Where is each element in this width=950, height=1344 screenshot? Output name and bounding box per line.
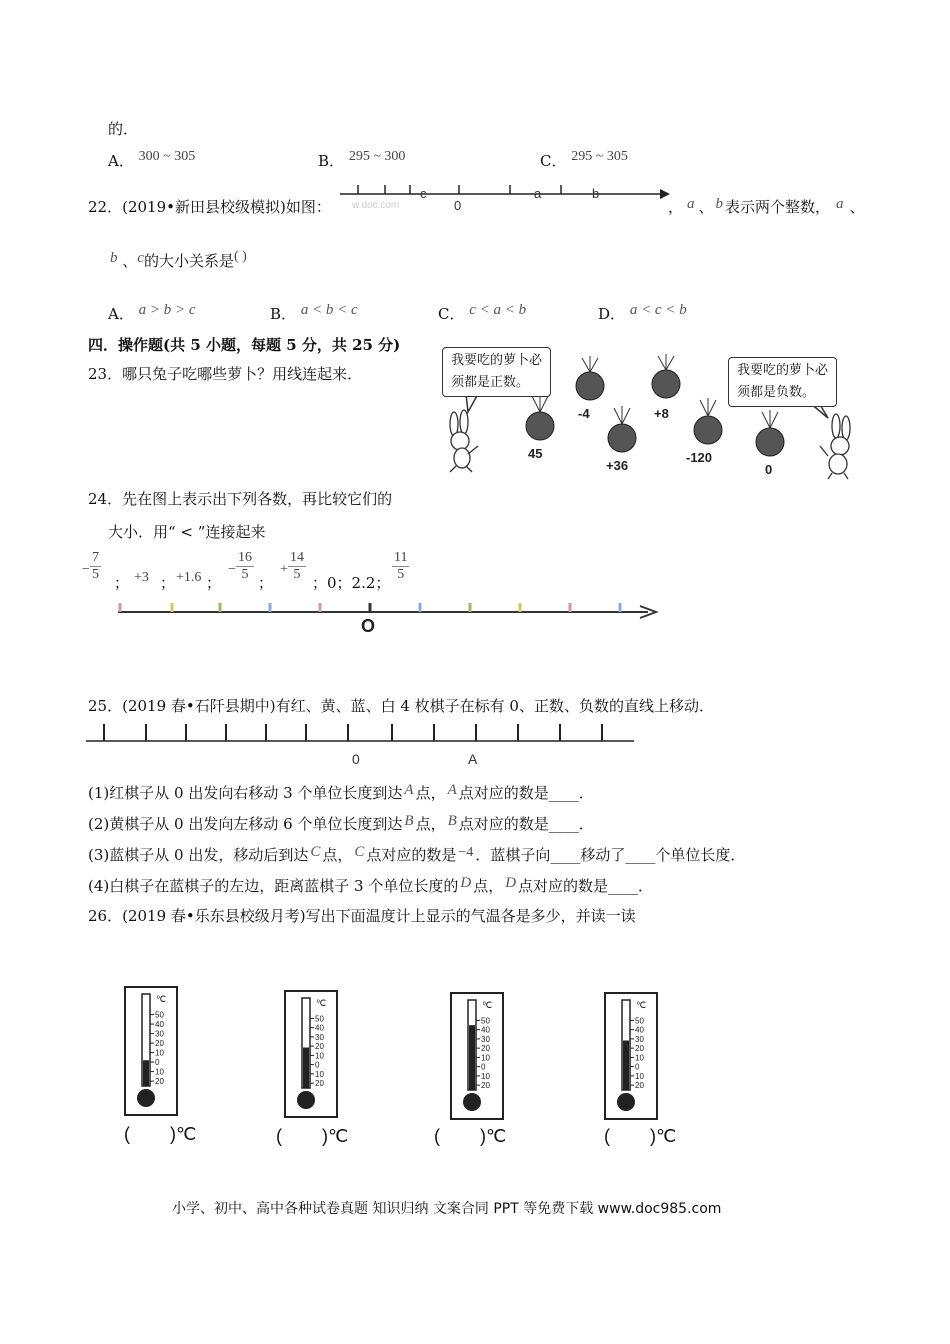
scale-label: 30 [315, 1032, 324, 1042]
q24-line1: 24．先在图上表示出下列各数，再比较它们的 [88, 490, 393, 508]
answer-close: )℃ [170, 1124, 197, 1144]
radish-label: -4 [578, 406, 590, 421]
q21-option-c[interactable]: C． 295 ~ 305 [540, 149, 628, 170]
q24-sep3: ； [206, 574, 222, 592]
scale-label: 0 [635, 1062, 640, 1072]
scale-label: 10 [635, 1053, 644, 1063]
scale-label: 40 [315, 1023, 324, 1033]
label-zero: 0 [454, 198, 462, 213]
footer-text: 小学、初中、高中各种试卷真题 知识归纳 文案合同 PPT 等免费下载 www.doc985.com [172, 1201, 722, 1217]
radish-label: 0 [765, 462, 773, 477]
scale-label: 20 [481, 1044, 490, 1054]
scale-label: 40 [635, 1025, 644, 1035]
q25-part2: (2)黄棋子从 0 出发向左移动 6 个单位长度到达 B 点， B 点对应的数是____． [88, 813, 594, 833]
scale-label: 50 [155, 1010, 164, 1020]
q24-number-line[interactable] [112, 598, 664, 634]
bubble-positive: 我要吃的萝卜必 须都是正数。 [442, 347, 551, 397]
label-c: c [420, 186, 427, 201]
scale-label: 50 [635, 1016, 644, 1026]
q24-sep4: ； [258, 574, 274, 592]
answer-open: ( [124, 1124, 130, 1144]
answer-blank-2[interactable] [276, 1126, 348, 1147]
thermometer-mercury [303, 1048, 309, 1089]
zero-label: 0 [352, 751, 360, 767]
unit-label: ℃ [482, 1000, 493, 1010]
q24-fraction-4: − 16 5 [228, 550, 252, 582]
radish-label: +8 [654, 406, 669, 421]
rabbit-right-icon [820, 414, 850, 479]
scale-label: 40 [481, 1025, 490, 1035]
unit-label: ℃ [316, 998, 327, 1008]
point-a-label: A [468, 751, 478, 767]
zero-label: O [361, 616, 376, 634]
answer-blank-1[interactable] [124, 1124, 196, 1145]
q24-sep1: ； [114, 574, 130, 592]
q24-sep2: ； [160, 574, 176, 592]
q23-text: 23．哪只兔子吃哪些萝卜？用线连起来． [88, 365, 363, 383]
q25-number-line [86, 720, 638, 768]
bubble-negative: 我要吃的萝卜必 须都是负数。 [728, 357, 837, 407]
answer-blank-4[interactable] [604, 1126, 676, 1147]
scale-label: 30 [155, 1029, 164, 1039]
q24-fraction-5: + 14 5 [280, 550, 304, 582]
section-title: 四．操作题(共 5 小题，每题 5 分，共 25 分) [88, 336, 401, 354]
rabbit-left-icon [450, 410, 478, 472]
scale-label: 20 [315, 1079, 324, 1089]
scale-label: 10 [315, 1051, 324, 1061]
scale-label: 20 [481, 1081, 490, 1091]
answer-open: ( [604, 1126, 610, 1146]
q21-tail: 的． [108, 120, 139, 138]
answer-close: )℃ [480, 1126, 507, 1146]
scale-label: 20 [635, 1044, 644, 1054]
answer-open: ( [434, 1126, 440, 1146]
q22-number-line [338, 176, 670, 216]
q24-sep5: ；0；2.2； [312, 574, 391, 592]
q24-fraction-1: − 7 5 [82, 550, 99, 582]
thermometer-3 [450, 992, 504, 1120]
q25-part3: (3)蓝棋子从 0 出发，移动后到达 C 点， C 点对应的数是 −4 ．蓝棋子向____移动了____个单位长度． [88, 844, 746, 864]
thermometer-mercury [143, 1060, 149, 1086]
scale-label: 10 [155, 1048, 164, 1058]
q24-line2: 大小．用“ < ”连接起来 [108, 523, 266, 541]
q21-option-a[interactable]: A． 300 ~ 305 [108, 149, 196, 170]
answer-close: )℃ [650, 1126, 677, 1146]
q22-option-d[interactable]: D． a < c < b [598, 302, 687, 323]
scale-label: 10 [155, 1067, 164, 1077]
answer-blank-3[interactable] [434, 1126, 506, 1147]
scale-label: 20 [315, 1042, 324, 1052]
scale-label: 30 [481, 1034, 490, 1044]
q24-fraction-6: $\frac{11}{5}$ [394, 550, 408, 582]
q22-option-b[interactable]: B． a < b < c [270, 302, 358, 323]
thermometer-4 [604, 992, 658, 1120]
scale-label: 0 [155, 1058, 160, 1068]
label-a: a [534, 186, 542, 201]
scale-label: 30 [635, 1034, 644, 1044]
scale-label: 0 [481, 1062, 486, 1072]
unit-label: ℃ [156, 994, 167, 1004]
scale-label: 10 [635, 1071, 644, 1081]
thermometer-bulb [297, 1091, 315, 1109]
label-b: b [592, 186, 600, 201]
q22-option-c[interactable]: C． c < a < b [438, 302, 527, 323]
scale-label: 20 [155, 1077, 164, 1087]
q22-line1-tail: ， a 、 b 表示两个整数， a 、 [668, 196, 865, 216]
q25-part4: (4)白棋子在蓝棋子的左边，距离蓝棋子 3 个单位长度的 D 点， D 点对应的数是____． [88, 875, 654, 895]
q22-line2: b 、c的大小关系是( ) [110, 249, 247, 270]
thermometer-1 [124, 986, 178, 1116]
radish-label: +36 [606, 458, 629, 473]
scale-label: 50 [315, 1014, 324, 1024]
answer-close: )℃ [322, 1126, 349, 1146]
scale-label: 10 [481, 1071, 490, 1081]
radish-label: 45 [528, 446, 543, 461]
q22-prefix: 22．(2019•新田县校级模拟)如图： [88, 198, 331, 216]
radish-label: -120 [686, 450, 713, 465]
q22-option-a[interactable]: A． a > b > c [108, 302, 196, 323]
scale-label: 50 [481, 1016, 490, 1026]
scale-label: 10 [481, 1053, 490, 1063]
scale-label: 0 [315, 1060, 320, 1070]
q24-num3: +1.6 [176, 570, 202, 585]
q21-option-b[interactable]: B． 295 ~ 300 [318, 149, 406, 170]
scale-label: 10 [315, 1069, 324, 1079]
thermometer-mercury [469, 1025, 475, 1090]
q25-text: 25．(2019 春•石阡县期中)有红、黄、蓝、白 4 枚棋子在标有 0、正数、负数的直线上移动． [88, 697, 714, 715]
thermometer-bulb [617, 1093, 635, 1111]
scale-label: 20 [155, 1039, 164, 1049]
scale-label: 40 [155, 1020, 164, 1030]
q26-text: 26．(2019 春•乐东县校级月考)写出下面温度计上显示的气温各是多少，并读一读 [88, 907, 636, 925]
thermometer-bulb [137, 1089, 155, 1107]
thermometer-bulb [463, 1093, 481, 1111]
thermometer-mercury [623, 1041, 629, 1091]
thermometer-2 [284, 990, 338, 1118]
answer-open: ( [276, 1126, 282, 1146]
q24-num2: +3 [134, 570, 149, 585]
q25-part1: (1)红棋子从 0 出发向右移动 3 个单位长度到达 A 点， A 点对应的数是____． [88, 782, 594, 802]
unit-label: ℃ [636, 1000, 647, 1010]
scale-label: 20 [635, 1081, 644, 1091]
watermark: w.doc.com [352, 200, 400, 211]
